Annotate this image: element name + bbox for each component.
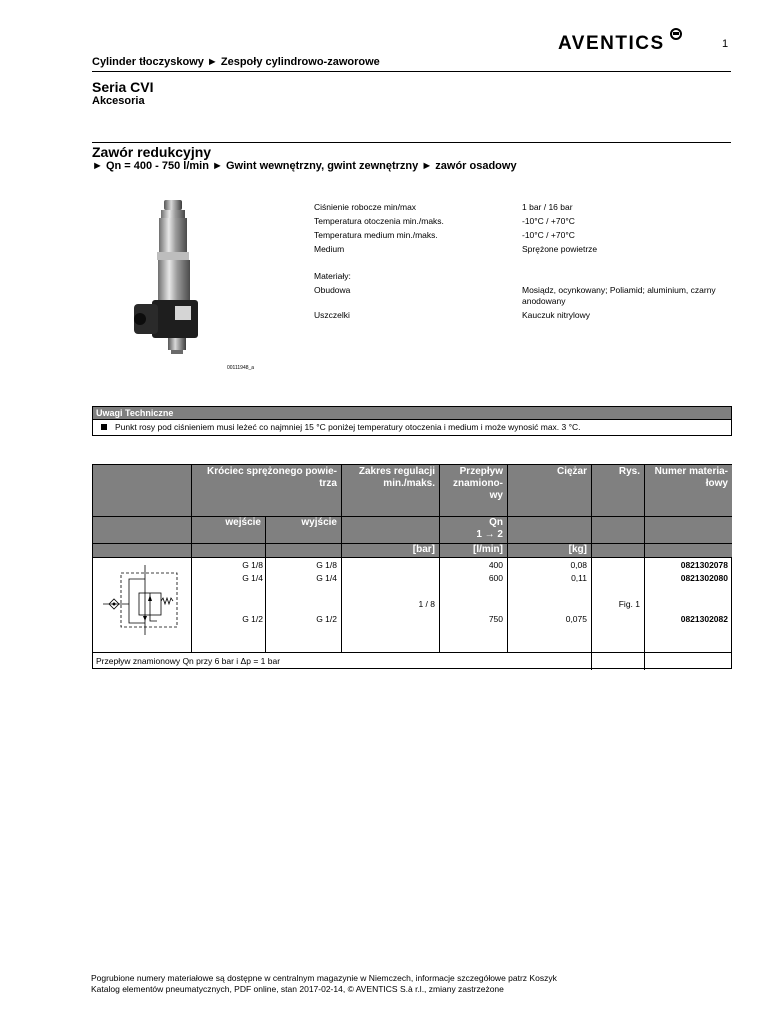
cell-flow: 400 (488, 560, 503, 570)
section-divider (92, 142, 731, 143)
unit-weight: [kg] (507, 543, 591, 557)
footer-line: Katalog elementów pneumatycznych, PDF online, stan 2017-02-14, © AVENTICS S.à r.l., zmiany zastrzeżone (91, 984, 504, 994)
logo-mark-icon (671, 29, 681, 39)
subheader-blank (507, 516, 732, 543)
cell-inlet: G 1/4 (242, 573, 263, 583)
grid-line (93, 543, 732, 544)
spec-label: Ciśnienie robocze min/max (314, 202, 417, 212)
spec-value: -10°C / +70°C (522, 216, 575, 226)
spec-value: Kauczuk nitrylowy (522, 310, 591, 320)
col-header-fig: Rys. (591, 465, 644, 516)
cell-part-number: 0821302078 (680, 560, 728, 570)
cell-flow: 600 (488, 573, 503, 583)
units-blank (93, 543, 341, 557)
spec-label: Medium (314, 244, 345, 254)
cell-flow: 750 (488, 614, 503, 624)
cell-weight: 0,075 (565, 614, 587, 624)
cell-inlet: G 1/8 (242, 560, 263, 570)
spec-label: Obudowa (314, 285, 351, 295)
col-header-qn: Qn 1 → 2 (439, 516, 507, 543)
spec-value: Mosiądz, ocynkowany; Poliamid; aluminium, czarny anodowany (522, 285, 716, 306)
unit-flow: [l/min] (439, 543, 507, 557)
col-header-weight: Ciężar (507, 465, 591, 516)
cell-part-number: 0821302082 (680, 614, 728, 624)
product-title: Zawór redukcyjny (92, 144, 212, 160)
photo-code: 00111948_a (227, 365, 255, 371)
subheader-blank (341, 516, 439, 543)
pressure-regulator-symbol (101, 565, 185, 637)
spec-label: Temperatura medium min./maks. (314, 230, 438, 240)
cell-weight: 0,11 (571, 573, 587, 583)
col-header-range: Zakres regulacji min./maks. (341, 465, 439, 516)
cell-range: 1 / 8 (418, 599, 435, 609)
spec-label: Uszczelki (314, 310, 350, 320)
technical-notes-box (92, 406, 732, 436)
grid-line (265, 516, 266, 652)
col-header-part-number: Numer materia- łowy (644, 465, 732, 516)
product-table (92, 464, 732, 669)
col-header-flow: Przepływ znamiono- wy (439, 465, 507, 516)
units-blank (591, 543, 732, 557)
brand-name: AVENTICS (558, 33, 665, 52)
series-subtitle: Akcesoria (92, 95, 145, 107)
grid-line (341, 465, 342, 652)
header-divider (92, 71, 731, 72)
cell-outlet: G 1/4 (316, 573, 337, 583)
grid-line (591, 465, 592, 670)
grid-line (93, 652, 732, 653)
technical-note-item (93, 420, 731, 434)
footer-line: Pogrubione numery materiałowe są dostępne w centralnym magazynie w Niemczech, informacje szczegółowe patrz Koszyk (91, 973, 557, 983)
table-footnote: Przepływ znamionowy Qn przy 6 bar i Δp = 1 bar (96, 656, 281, 666)
page-number: 1 (722, 38, 729, 50)
col-header-port: Króciec sprężonego powie- trza (191, 465, 341, 516)
technical-note-text: Punkt rosy pod ciśnieniem musi leżeć co najmniej 15 °C poniżej temperatury otoczenia i medium i może wynosić max. 3 °C. (115, 422, 581, 432)
cell-outlet: G 1/8 (316, 560, 337, 570)
unit-range: [bar] (341, 543, 439, 557)
col-header-symbol (93, 465, 191, 516)
col-header-outlet: wyjście (265, 516, 341, 543)
series-title: Seria CVI (92, 79, 154, 95)
product-photo (120, 196, 220, 371)
cell-part-number: 0821302080 (680, 573, 728, 583)
grid-line (93, 516, 732, 517)
col-header-inlet: wejście (191, 516, 265, 543)
product-subtitle: ► Qn = 400 - 750 l/min ► Gwint wewnętrzny, gwint zewnętrzny ► zawór osadowy (92, 160, 517, 172)
cell-inlet: G 1/2 (242, 614, 263, 624)
cell-weight: 0,08 (570, 560, 587, 570)
breadcrumb: Cylinder tłoczyskowy ► Zespoły cylindrowo-zaworowe (92, 56, 380, 68)
page-footer (91, 973, 557, 995)
grid-line (93, 557, 732, 558)
spec-value: 1 bar / 16 bar (522, 202, 573, 212)
cell-fig: Fig. 1 (618, 599, 640, 609)
spec-label: Materiały: (314, 271, 351, 281)
aventics-logo (558, 28, 684, 57)
spec-label: Temperatura otoczenia min./maks. (314, 216, 444, 226)
technical-notes-title: Uwagi Techniczne (93, 407, 731, 420)
cell-outlet: G 1/2 (316, 614, 337, 624)
bullet-square-icon (101, 424, 107, 430)
subheader-blank (93, 516, 191, 543)
spec-value: Sprężone powietrze (522, 244, 598, 254)
spec-value: -10°C / +70°C (522, 230, 575, 240)
